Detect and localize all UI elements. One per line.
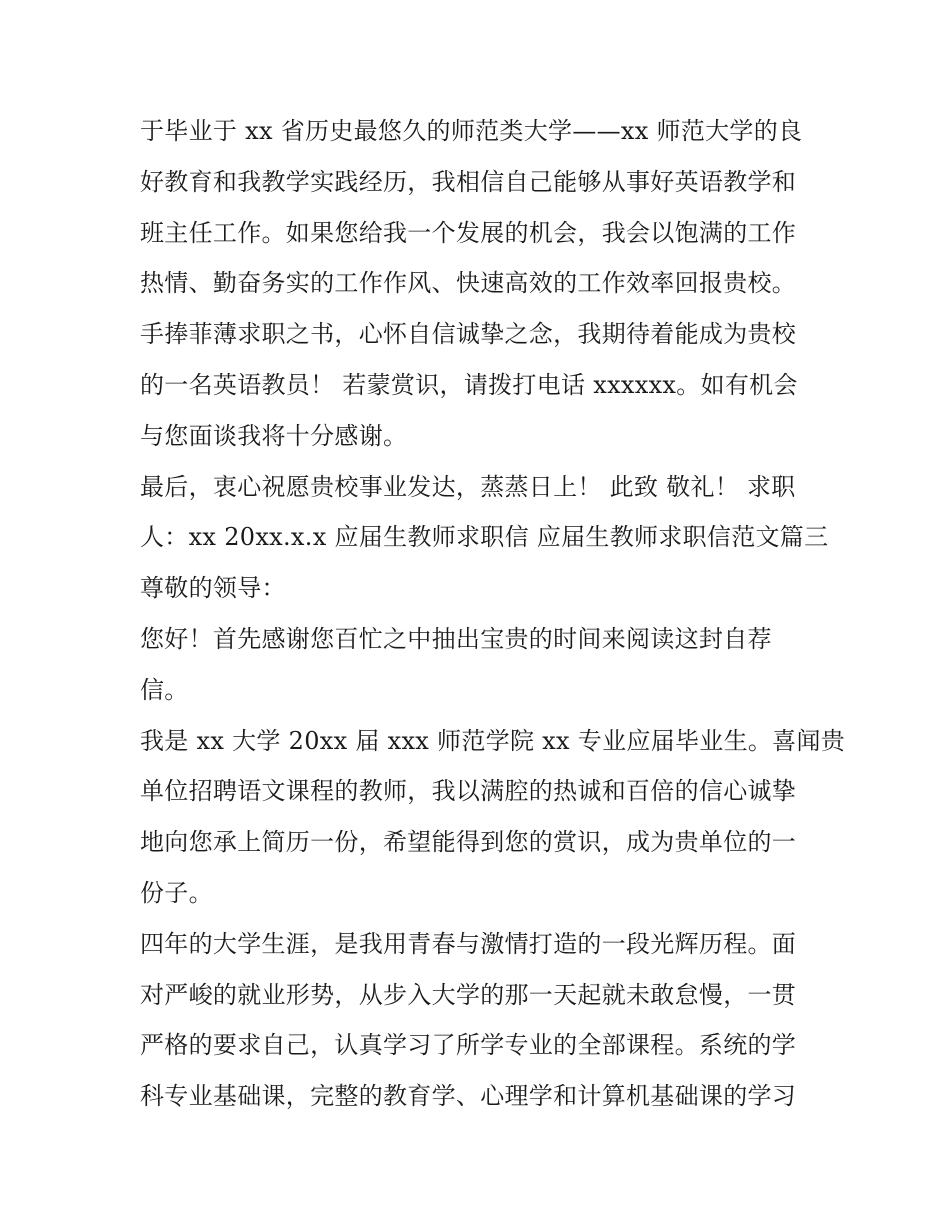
text-line: 的一名英语教员！ 若蒙赏识，请拨打电话 xxxxxx。如有机会 <box>140 370 798 399</box>
text-line: 我是 xx 大学 20xx 届 xxx 师范学院 xx 专业应届毕业生。喜闻贵 <box>140 726 846 755</box>
text-line: 人：xx 20xx.x.x 应届生教师求职信 应届生教师求职信范文篇三 <box>140 523 829 552</box>
text-line: 最后，衷心祝愿贵校事业发达，蒸蒸日上！ 此致 敬礼！ 求职 <box>140 472 796 501</box>
text-line: 四年的大学生涯，是我用青春与激情打造的一段光辉历程。面 <box>140 929 797 958</box>
text-line: 对严峻的就业形势，从步入大学的那一天起就未敢怠慢，一贯 <box>140 980 797 1009</box>
text-line: 您好！首先感谢您百忙之中抽出宝贵的时间来阅读这封自荐 <box>140 624 772 653</box>
body-text <box>140 106 846 1122</box>
text-line: 热情、勤奋务实的工作作风、快速高效的工作效率回报贵校。 <box>140 269 797 298</box>
text-line: 好教育和我教学实践经历，我相信自己能够从事好英语教学和 <box>140 167 797 196</box>
text-line: 尊敬的领导： <box>140 574 286 603</box>
text-line: 手捧菲薄求职之书，心怀自信诚挚之念，我期待着能成为贵校 <box>140 320 797 349</box>
text-line: 科专业基础课，完整的教育学、心理学和计算机基础课的学习 <box>140 1082 797 1111</box>
text-line: 班主任工作。如果您给我一个发展的机会，我会以饱满的工作 <box>140 218 797 247</box>
text-line: 与您面谈我将十分感谢。 <box>140 421 408 450</box>
text-line: 于毕业于 xx 省历史最悠久的师范类大学——xx 师范大学的良 <box>140 117 803 145</box>
text-line: 份子。 <box>140 878 213 907</box>
text-line: 信。 <box>140 675 189 704</box>
text-line: 地向您承上简历一份，希望能得到您的赏识，成为贵单位的一 <box>140 828 797 857</box>
text-line: 严格的要求自己，认真学习了所学专业的全部课程。系统的学 <box>140 1031 797 1060</box>
text-line: 单位招聘语文课程的教师，我以满腔的热诚和百倍的信心诚挚 <box>140 777 797 806</box>
